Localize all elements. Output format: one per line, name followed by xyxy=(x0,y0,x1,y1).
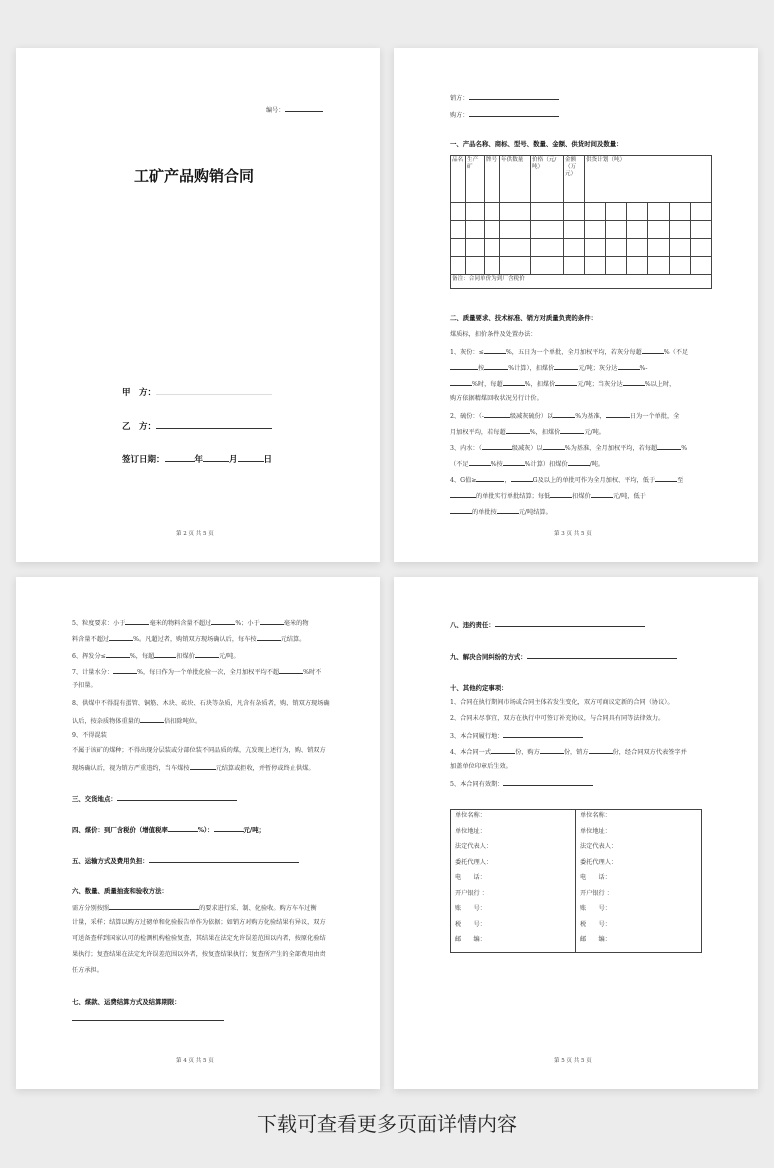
text-span: 份，销方 xyxy=(563,749,589,756)
signature-block xyxy=(450,809,702,953)
text-span: %（不足 xyxy=(663,349,689,356)
clause-8-line1: 8、供煤中不得混有蛋管、铜筋、木块、砖块、石块等杂质，凡含有杂质者，购、销双方现场确 xyxy=(72,700,330,707)
text-span: 级减灰）以 xyxy=(511,445,543,452)
text-span: 认后，按杂质物体重量的 xyxy=(72,718,141,725)
signature-field-label: 税 号： xyxy=(580,920,611,928)
clause-g-line3 xyxy=(450,507,552,517)
clause-8-line2 xyxy=(72,716,201,726)
table-row xyxy=(451,221,712,239)
text-span: 的单批按 xyxy=(472,509,497,516)
text-span: %，扣煤价 xyxy=(524,381,556,388)
section-6-line2: 计量，采样；结算以购方过磅单和化验报告单作为依据；如销方对购方化验结果有异议，双方 xyxy=(72,919,326,926)
clause-ash-line1 xyxy=(450,347,688,357)
clause-g-line2 xyxy=(450,491,646,501)
text-span: %- xyxy=(639,365,648,372)
section-3-heading: 三、交货地点： xyxy=(72,795,117,803)
text-span: %，每日作为一个单批化验一次，全月加权平均不超 xyxy=(137,669,280,676)
signature-field-label: 法定代表人： xyxy=(580,843,618,850)
other-term-1: 1、合同在执行期间市场或合同主体若发生变化，双方可商议定新的合同（协议）。 xyxy=(450,699,674,706)
table-row xyxy=(451,239,712,257)
table-header-cell: 生产矿 xyxy=(466,156,485,203)
text-span: 元/吨；灰分达 xyxy=(578,365,618,372)
text-span: 3、内水：（ xyxy=(450,445,482,452)
text-span: 扣煤价 xyxy=(176,653,195,660)
contract-title: 工矿产品购销合同 xyxy=(134,167,255,185)
contract-page-5 xyxy=(394,577,758,1089)
sign-date-label: 签订日期： xyxy=(122,455,165,465)
year-label: 年 xyxy=(194,455,204,465)
text-span: （不足 xyxy=(450,461,469,468)
clause-5-line2 xyxy=(72,634,305,644)
product-table xyxy=(450,155,712,289)
section-10-heading: 十、其他约定事项： xyxy=(450,684,508,692)
party-a-row xyxy=(122,386,272,398)
table-header-cell: 年供数量 xyxy=(500,156,531,203)
section-6-line4: 果执行；复查结果在法定允许误差范围以外者，按复查结果执行；复查所产生的全部费用由责 xyxy=(72,951,326,958)
text-span: 元/吨。 xyxy=(218,653,240,660)
contract-page-3 xyxy=(394,48,758,562)
table-header-cell: 价格（元/吨） xyxy=(531,156,564,203)
text-span: %时，每超 xyxy=(472,381,503,388)
month-label: 月 xyxy=(229,455,238,465)
text-span: 份，购方 xyxy=(515,749,540,756)
text-span: %；小于 xyxy=(235,620,260,627)
download-caption: 下载可查看更多页面详情内容 xyxy=(257,1112,517,1136)
clause-7-line1 xyxy=(72,667,321,677)
number-label: 编号： xyxy=(266,107,285,114)
page-footer: 第 4 页 共 5 页 xyxy=(176,1058,214,1064)
buyer-row xyxy=(450,110,559,120)
table-row xyxy=(451,257,712,275)
section-6-line1 xyxy=(72,903,317,913)
signature-field-label: 法定代表人： xyxy=(455,843,493,850)
text-span: 毫米的物料含量不超过 xyxy=(149,620,212,627)
text-span: 元/吨。 xyxy=(584,429,605,436)
text-span: ， xyxy=(504,477,511,484)
section-6-line3: 可送备查样到国家认可的检测机构检验复查，其结果在法定允许误差范围以内者，按原化验结 xyxy=(72,935,326,942)
text-span: 2、硫份：（- xyxy=(450,413,484,420)
text-span: 元/吨； xyxy=(243,826,266,834)
table-header-cell: 金额（万元） xyxy=(564,156,585,203)
table-header-cell: 牌号 xyxy=(485,156,500,203)
contract-page-4 xyxy=(16,577,380,1089)
seller-label: 销方： xyxy=(450,95,469,102)
text-span: 7、计量水分： xyxy=(72,669,114,676)
signature-field-label: 电 话： xyxy=(455,874,486,881)
text-span: % xyxy=(681,445,688,452)
text-span: %计算）扣煤价 xyxy=(524,461,568,468)
party-a-label: 甲 方： xyxy=(122,388,157,398)
section-4-heading: 四、煤价：到厂含税价（增值税率 xyxy=(72,826,168,834)
signature-field-label: 账 号： xyxy=(580,905,611,912)
clause-sulfur-line2 xyxy=(450,427,605,437)
table-row xyxy=(451,203,712,221)
text-span: 至 xyxy=(677,477,684,484)
other-term-4-line2: 加盖单位印章后生效。 xyxy=(450,763,512,770)
text-span: %按 xyxy=(490,461,503,468)
text-span: /吨。 xyxy=(589,461,605,468)
text-span: 份，经合同双方代表签字并 xyxy=(612,749,687,756)
other-term-5 xyxy=(450,779,593,789)
clause-moisture-line1 xyxy=(450,443,687,453)
text-span: %）： xyxy=(197,826,214,834)
text-span: 需方分别按照 xyxy=(72,905,110,912)
section-8-row xyxy=(450,620,645,629)
text-span: %计算），扣煤价 xyxy=(508,365,555,372)
table-header-cell: 品名 xyxy=(451,156,466,203)
section-7-heading: 七、煤款、运费结算方式及结算期限： xyxy=(72,998,181,1006)
text-span: 月加权平均，若每超 xyxy=(450,429,506,436)
clause-9-line3 xyxy=(72,763,315,773)
signature-field-label: 单位名称： xyxy=(580,812,611,819)
text-span: 现场确认后，视为销方严重违约，当车煤按 xyxy=(72,765,190,772)
page-footer: 第 3 页 共 5 页 xyxy=(554,531,592,537)
clause-moisture-line2 xyxy=(450,459,604,469)
clause-g-line1 xyxy=(450,475,683,485)
text-span: G及以上的单批可作为全月加权、平均，低于 xyxy=(532,477,656,484)
section-4-row xyxy=(72,825,265,834)
text-span: %为基准，全月加权平均，若每超 xyxy=(564,445,658,452)
page-footer: 第 2 页 共 5 页 xyxy=(176,531,214,537)
text-span: %，每超 xyxy=(129,653,155,660)
text-span: 级减灰硫份）以 xyxy=(509,413,554,420)
signature-field-label: 委托代理人： xyxy=(455,858,493,866)
signature-field-label: 单位地址： xyxy=(455,827,486,835)
text-span: 倍扣除吨位。 xyxy=(164,718,202,725)
signature-field-label: 单位名称： xyxy=(455,812,486,819)
section-3-row xyxy=(72,794,237,803)
clause-sulfur-line1 xyxy=(450,411,679,421)
text-span: 元结算或拒收，并暂停或终止供煤。 xyxy=(215,765,315,772)
section-1-heading: 一、产品名称、商标、型号、数量、金额、供货时间及数量： xyxy=(450,140,623,148)
party-b-row xyxy=(122,420,272,432)
sign-date-row xyxy=(122,453,272,465)
text-span: %，五日为一个单批，全月加权平均，若灰分每超 xyxy=(505,349,642,356)
text-span: 4、本合同一式 xyxy=(450,749,492,756)
section-5-heading: 五、运输方式及费用负担： xyxy=(72,857,149,865)
signature-field-label: 开户银行 ： xyxy=(580,889,613,897)
party-b-label: 乙 方： xyxy=(122,422,157,432)
section-8-heading: 八、违约责任： xyxy=(450,621,495,629)
clause-9-line1: 9、不得混装 xyxy=(72,732,107,739)
text-span: 1、灰份：≤ xyxy=(450,349,484,356)
text-span: 日为一个单批，全 xyxy=(629,413,680,420)
clause-ash-line4: 购方依据精煤回收状况另行计价。 xyxy=(450,395,543,402)
text-span: 扣煤价 xyxy=(572,493,591,500)
text-span: 的要求进行采、制、化验收。购方车车过衡 xyxy=(199,905,317,912)
table-note: 备注：合同单价为到厂含税价 xyxy=(451,275,712,289)
text-span: 3、本合同履行地： xyxy=(450,733,504,740)
section-9-row xyxy=(450,652,677,661)
other-term-4-line1 xyxy=(450,747,687,757)
signature-field-label: 邮 编： xyxy=(580,936,611,943)
text-span: %为基准， xyxy=(575,413,606,420)
text-span: 4、G值≥ xyxy=(450,477,477,484)
text-span: %。凡超过者，购销双方现场确认后，每车按 xyxy=(133,636,257,643)
text-span: %时不 xyxy=(303,669,322,676)
text-span: 按 xyxy=(478,365,485,372)
contract-page-cover xyxy=(16,48,380,562)
text-span: %以上时， xyxy=(644,381,676,388)
signature-field-label: 税 号： xyxy=(455,920,486,928)
text-span: 元/吨结算。 xyxy=(518,509,552,516)
text-span: %，扣煤价 xyxy=(529,429,561,436)
signature-field-label: 邮 编： xyxy=(455,936,486,943)
other-term-2: 2、合同未尽事宜，双方在执行中可签订补充协议，与合同具有同等法律效力。 xyxy=(450,715,665,722)
text-span: 毫米的物 xyxy=(283,620,309,627)
signature-field-label: 单位地址： xyxy=(580,827,611,835)
signature-divider xyxy=(575,810,576,952)
text-span: 元/吨；当灰分达 xyxy=(577,381,623,388)
signature-field-label: 账 号： xyxy=(455,905,486,912)
section-9-heading: 九、解决合同纠纷的方式： xyxy=(450,653,527,661)
signature-field-label: 开户银行 ： xyxy=(455,889,488,897)
clause-ash-line2 xyxy=(450,363,647,373)
page-footer: 第 5 页 共 5 页 xyxy=(554,1058,592,1064)
text-span: 5、粒度要求：小于 xyxy=(72,620,126,627)
text-span: 5、本合同有效期： xyxy=(450,781,504,788)
signature-field-label: 委托代理人： xyxy=(580,858,618,866)
clause-5-line1 xyxy=(72,618,309,628)
section-6-line5: 任方承担。 xyxy=(72,967,103,974)
text-span: 料含量不超过 xyxy=(72,636,110,643)
contract-number-label xyxy=(266,105,323,115)
day-label: 日 xyxy=(263,455,273,465)
quality-intro: 煤质标，扣价条件及处置办法： xyxy=(450,331,537,338)
text-span: 的单批实行单批结算；每低 xyxy=(476,493,551,500)
clause-6 xyxy=(72,651,240,661)
seller-row xyxy=(450,93,559,103)
section-5-row xyxy=(72,856,299,865)
signature-field-label: 电 话： xyxy=(580,874,611,881)
text-span: 元结算。 xyxy=(280,636,306,643)
clause-9-line2: 不属于该矿的煤种；不得出现分层装或分部位装不同品质的煤，亢发现上述行为，购、销双方 xyxy=(72,747,326,754)
section-7-blank-line xyxy=(72,1020,224,1021)
text-span: 6、挥发分≤ xyxy=(72,653,106,660)
table-header-cell: 供货计划（吨） xyxy=(585,156,712,203)
section-6-heading: 六、数量、质量抽查和验收方法： xyxy=(72,887,168,895)
buyer-label: 购方： xyxy=(450,112,469,119)
section-2-heading: 二、质量要求、技术标准、销方对质量负责的条件： xyxy=(450,314,597,322)
other-term-3 xyxy=(450,731,583,741)
clause-ash-line3 xyxy=(450,379,675,389)
text-span: 元/吨，低于 xyxy=(612,493,646,500)
clause-7-line2: 予扣量。 xyxy=(72,682,97,689)
